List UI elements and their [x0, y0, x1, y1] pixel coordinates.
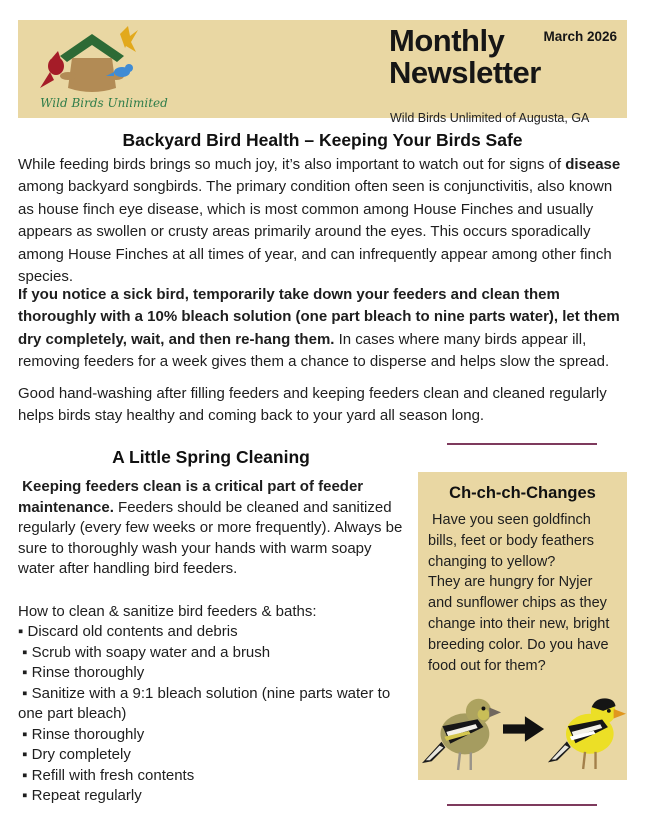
masthead — [18, 20, 627, 125]
article1-paragraph1 — [18, 154, 627, 288]
list-item: ▪ Repeat regularly — [18, 787, 142, 804]
list-item: ▪ Rinse thoroughly — [18, 664, 145, 681]
list-intro: How to clean & sanitize bird feeders & baths: — [18, 602, 317, 620]
sidebar-paragraph2: They are hungry for Nyjer and sunflower chips as they change into their new, bright breeding color. Do you have food out for them? — [428, 574, 614, 674]
article2-p-bold: Keeping feeders clean is a critical part of feeder maintenance. — [18, 478, 368, 516]
changes-sidebar — [418, 472, 627, 780]
article1-paragraph3: Good hand-washing after filling feeders and keeping feeders clean and cleaned regularly helps birds stay healthy and coming back to your yard all season long. — [18, 385, 611, 425]
divider-line-bottom — [447, 804, 597, 806]
spring-cleaning-section — [18, 447, 407, 807]
list-item: ▪ Dry completely — [18, 746, 131, 763]
masthead-subtitle: Wild Birds Unlimited of Augusta, GA — [390, 111, 590, 125]
list-item: ▪ Discard old contents and debris — [18, 623, 238, 640]
logo-script-text: Wild Birds Unlimited — [40, 96, 168, 110]
article1-p2-bold: If you notice a sick bird, temporarily take down your feeders and clean them thoroughly with a 10% bleach solution (one part bleach to nine parts water), let them dry completely, wait, and then re-hang them. — [18, 286, 624, 348]
sidebar-paragraph1: Have you seen goldfinch bills, feet or body feathers changing to yellow? — [428, 512, 599, 570]
newsletter-title-line2: Newsletter — [389, 55, 541, 90]
article2-p-rest: Feeders should be cleaned and sanitized regularly (every few weeks or more frequently). Always be sure to thoroughly wash your hands with warm soapy water after handling bird feeders. — [18, 498, 407, 577]
wbu-logo — [24, 22, 184, 116]
goldfinch-breeding-plumage-image — [546, 684, 626, 774]
article1-heading: Backyard Bird Health – Keeping Your Birds Safe — [122, 130, 523, 150]
arrow-right-icon — [503, 712, 545, 746]
sidebar-title: Ch-ch-ch-Changes — [449, 484, 596, 502]
list-item: ▪ Refill with fresh contents — [18, 766, 195, 784]
newsletter-title-line1: Monthly — [389, 23, 505, 58]
issue-date: March 2026 — [543, 29, 617, 44]
cleaning-steps-list — [18, 622, 404, 807]
article1-p1-text-cont: among backyard songbirds. The primary condition often seen is conjunctivitis, also known as house finch eye disease, which is most common among House Finches and usually appears as swollen or crusty areas primarily around the eyes. This occurs sporadically among House Finches at all times of year, and can infrequently appear among other finch species. — [18, 156, 625, 286]
article1-p1-bold-word: disease — [565, 156, 621, 173]
article2-paragraph — [18, 477, 407, 580]
article1-paragraph2 — [18, 284, 627, 374]
goldfinch-winter-plumage-image — [420, 684, 502, 774]
list-item: ▪ Scrub with soapy water and a brush — [18, 643, 271, 661]
divider-line-top — [447, 443, 597, 445]
newsletter-title — [389, 25, 541, 89]
list-item: ▪ Rinse thoroughly — [18, 725, 145, 743]
article2-heading: A Little Spring Cleaning — [112, 447, 310, 467]
article1-p2-rest: In cases where many birds appear ill, removing feeders for a week gives them a chance to disperse and helps slow the spread. — [18, 330, 610, 371]
article1-p1-text: While feeding birds brings so much joy, it’s also important to watch out for signs of — [18, 156, 566, 173]
goldfinch-comparison — [418, 684, 627, 774]
list-item: ▪ Sanitize with a 9:1 bleach solution (nine parts water to one part bleach) — [18, 684, 395, 722]
birdhouse-logo-icon — [24, 22, 184, 98]
